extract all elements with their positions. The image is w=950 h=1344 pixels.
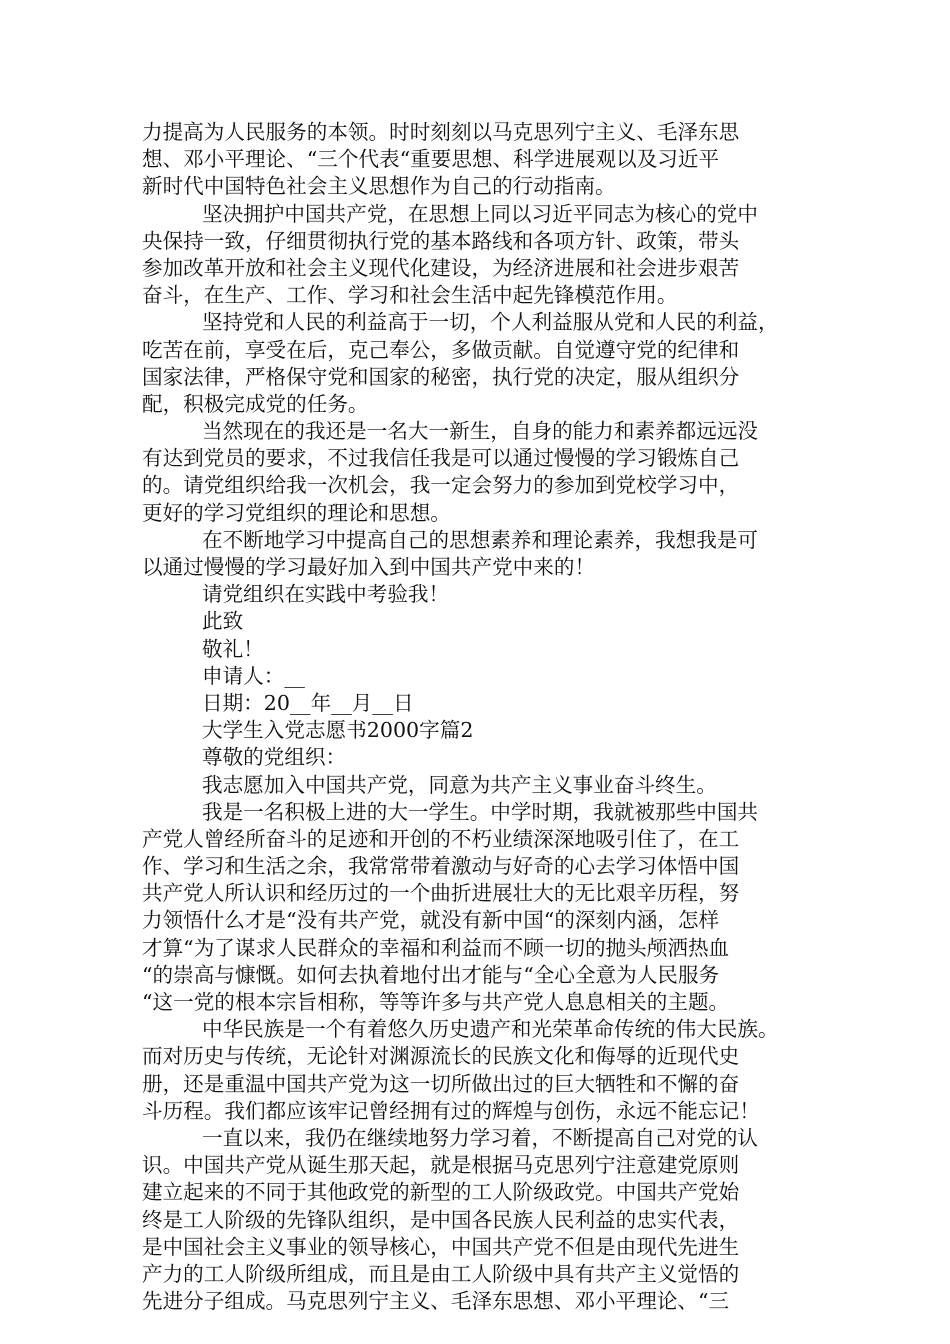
text-line: 在不断地学习中提高自己的思想素养和理论素养，我想我是可 bbox=[202, 527, 759, 552]
text-line: 坚决拥护中国共产党，在思想上同以习近平同志为核心的党中 bbox=[202, 201, 759, 226]
text-line: 共产党人所认识和经历过的一个曲折进展壮大的无比艰辛历程，努 bbox=[142, 881, 740, 906]
text-line: 奋斗，在生产、工作、学习和社会生活中起先锋模范作用。 bbox=[142, 283, 678, 308]
document-body bbox=[142, 119, 812, 1315]
text-line: 作、学习和生活之余，我常常带着激动与好奇的心去学习体悟中国 bbox=[142, 854, 740, 879]
text-line: 的。请党组织给我一次机会，我一定会努力的参加到党校学习中， bbox=[142, 473, 740, 498]
text-line: 我是一名积极上进的大一学生。中学时期，我就被那些中国共 bbox=[202, 799, 759, 824]
text-line: 有达到党员的要求，不过我信任我是可以通过慢慢的学习锻炼自己 bbox=[142, 446, 740, 471]
text-line: 国家法律，严格保守党和国家的秘密，执行党的决定，服从组织分 bbox=[142, 364, 740, 389]
text-line: 力领悟什么才是“没有共产党，就没有新中国“的深刻内涵，怎样 bbox=[142, 908, 720, 933]
text-line: 力提高为人民服务的本领。时时刻刻以马克思列宁主义、毛泽东思 bbox=[142, 120, 740, 144]
text-line: 终是工人阶级的先锋队组织，是中国各民族人民利益的忠实代表， bbox=[142, 1207, 740, 1232]
text-line: 尊敬的党组织： bbox=[202, 745, 347, 770]
text-line: 而对历史与传统，无论针对渊源流长的民族文化和侮辱的近现代史 bbox=[142, 1044, 740, 1069]
text-line: 此致 bbox=[202, 609, 244, 634]
text-line: 吃苦在前，享受在后，克己奉公，多做贡献。自觉遵守党的纪律和 bbox=[142, 337, 740, 362]
text-line: 想、邓小平理论、“三个代表“重要思想、科学进展观以及习近平 bbox=[142, 147, 720, 172]
text-line: 建立起来的不同于其他政党的新型的工人阶级政党。中国共产党始 bbox=[142, 1180, 740, 1205]
text-line: 以通过慢慢的学习最好加入到中国共产党中来的！ bbox=[142, 555, 596, 579]
text-line: “的崇高与慷慨。如何去执着地付出才能与“全心全意为人民服务 bbox=[142, 962, 720, 987]
text-line: 产力的工人阶级所组成，而且是由工人阶级中具有共产主义觉悟的 bbox=[142, 1261, 740, 1286]
text-line: 请党组织在实践中考验我！ bbox=[202, 582, 450, 607]
text-line: 参加改革开放和社会主义现代化建设，为经济进展和社会进步艰苦 bbox=[142, 255, 740, 280]
text-line: 更好的学习党组织的理论和思想。 bbox=[142, 500, 451, 525]
text-line: 央保持一致，仔细贯彻执行党的基本路线和各项方针、政策，带头 bbox=[142, 228, 740, 253]
text-line: 斗历程。我们都应该牢记曾经拥有过的辉煌与创伤，永远不能忘记！ bbox=[142, 1098, 760, 1123]
text-line: 产党人曾经所奋斗的足迹和开创的不朽业绩深深地吸引住了，在工 bbox=[142, 826, 740, 851]
text-line: 日期：20__年__月__日 bbox=[202, 690, 414, 715]
text-line: 我志愿加入中国共产党，同意为共产主义事业奋斗终生。 bbox=[202, 772, 717, 797]
text-line: 新时代中国特色社会主义思想作为自己的行动指南。 bbox=[142, 174, 616, 199]
text-line: 一直以来，我仍在继续地努力学习着，不断提高自己对党的认 bbox=[202, 1125, 759, 1150]
text-line: 是中国社会主义事业的领导核心，中国共产党不但是由现代先进生 bbox=[142, 1234, 740, 1259]
text-line: 才算“为了谋求人民群众的幸福和利益而不顾一切的抛头颅洒热血 bbox=[142, 935, 730, 960]
text-line: 中华民族是一个有着悠久历史遗产和光荣革命传统的伟大民族。 bbox=[202, 1017, 779, 1042]
text-line: 册，还是重温中国共产党为这一切所做出过的巨大牺牲和不懈的奋 bbox=[142, 1071, 740, 1096]
text-line: “这一党的根本宗旨相称，等等许多与共产党人息息相关的主题。 bbox=[142, 990, 730, 1014]
text-line: 敬礼！ bbox=[202, 636, 264, 661]
text-line: 配，积极完成党的任务。 bbox=[142, 391, 369, 416]
text-line: 坚持党和人民的利益高于一切，个人利益服从党和人民的利益， bbox=[202, 310, 779, 335]
text-line: 申请人：__ bbox=[202, 663, 305, 688]
text-line: 先进分子组成。马克思列宁主义、毛泽东思想、邓小平理论、“三 bbox=[142, 1289, 730, 1314]
text-line: 识。中国共产党从诞生那天起，就是根据马克思列宁注意建党原则 bbox=[142, 1153, 740, 1178]
text-line: 当然现在的我还是一名大一新生，自身的能力和素养都远远没 bbox=[202, 419, 759, 444]
text-line: 大学生入党志愿书2000字篇2 bbox=[202, 718, 474, 743]
